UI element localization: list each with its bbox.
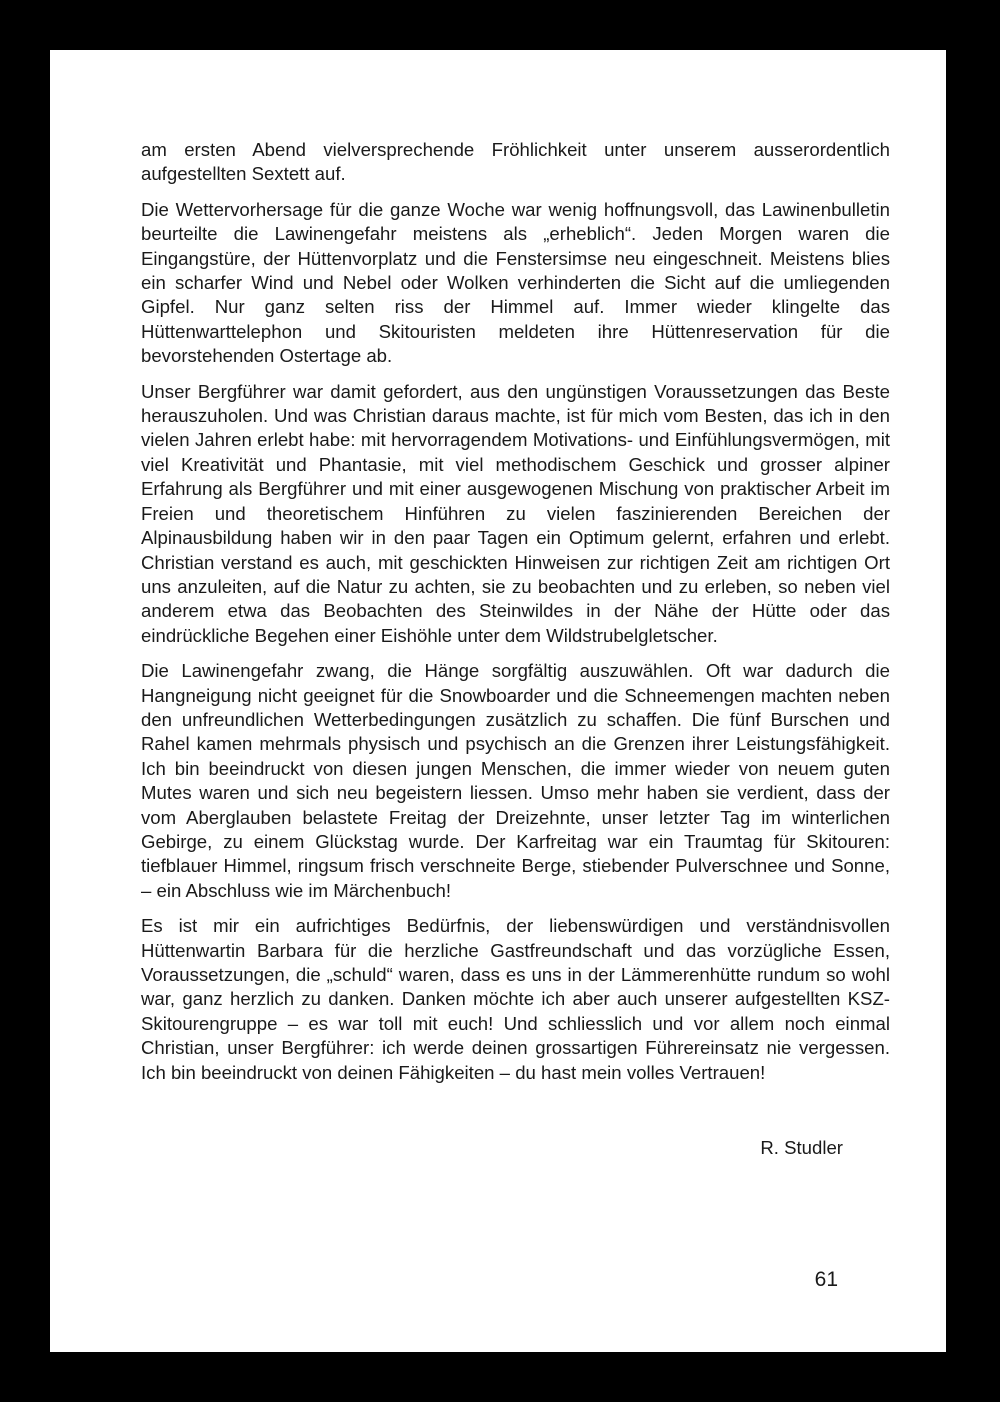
paragraph-3: Unser Bergführer war damit gefordert, aus den ungünstigen Voraussetzungen das Beste herauszuholen. Und was Christian daraus machte, ist für mich vom Besten, das ich in den vielen Jahren erlebt habe: mit hervorragendem Motivations- und Einfühlungsvermögen, mit viel Kreativität und Phantasie, mit viel methodischem Geschick und grosser alpiner Erfahrung als Bergführer und mit einer ausgewogenen Mischung von praktischer Arbeit im Freien und theoretischem Hinführen zu vielen faszinierenden Bereichen der Alpinausbildung haben wir in den paar Tagen ein Optimum gelernt, erfahren und erlebt. Christian verstand es auch, mit geschickten Hinweisen zur richtigen Zeit am richtigen Ort uns anzuleiten, auf die Natur zu achten, sie zu beobachten und zu erleben, so neben viel anderem etwa das Beobachten des Steinwildes in der Nähe der Hütte oder das eindrückliche Begehen einer Eishöhle unter dem Wildstrubelgletscher. bbox=[141, 380, 890, 646]
document-page bbox=[50, 50, 946, 1352]
paragraph-5: Es ist mir ein aufrichtiges Bedürfnis, der liebenswürdigen und verständnisvollen Hüttenwartin Barbara für die herzliche Gastfreundschaft und das vorzügliche Essen, Voraussetzungen, die „schuld“ waren, dass es uns in der Lämmerenhütte rundum so wohl war, ganz herzlich zu danken. Danken möchte ich aber auch unserer aufgestellten KSZ-Skitourengruppe – es war toll mit euch! Und schliesslich und vor allem noch einmal Christian, unser Bergführer: ich werde deinen grossartigen Führereinsatz nie vergessen. Ich bin beeindruckt von deinen Fähigkeiten – du hast mein volles Vertrauen! bbox=[141, 915, 890, 1083]
page-number: 61 bbox=[814, 1268, 838, 1291]
paragraph-1: am ersten Abend vielversprechende Fröhlichkeit unter unserem ausserordentlich aufgestellten Sextett auf. bbox=[141, 139, 890, 185]
body-text bbox=[141, 138, 890, 1096]
paragraph-4: Die Lawinengefahr zwang, die Hänge sorgfältig auszuwählen. Oft war dadurch die Hangneigung nicht geeignet für die Snowboarder und die Schneemengen machten neben den unfreundlichen Wetterbedingungen zusätzlich zu schaffen. Die fünf Burschen und Rahel kamen mehrmals physisch und psychisch an die Grenzen ihrer Leistungsfähigkeit. Ich bin beeindruckt von diesen jungen Menschen, die immer wieder von neuem guten Mutes waren und sich neu begeistern liessen. Umso mehr haben sie verdient, dass der vom Aberglauben belastete Freitag der Dreizehnte, unser letzter Tag im winterlichen Gebirge, zu einem Glückstag wurde. Der Karfreitag war ein Traumtag für Skitouren: tiefblauer Himmel, ringsum frisch verschneite Berge, stiebender Pulverschnee und Sonne, – ein Abschluss wie im Märchenbuch! bbox=[141, 660, 890, 901]
author-signature: R. Studler bbox=[760, 1137, 843, 1158]
paragraph-2: Die Wettervorhersage für die ganze Woche war wenig hoffnungsvoll, das Lawinenbulletin beurteilte die Lawinengefahr meistens als „erheblich“. Jeden Morgen waren die Eingangstüre, der Hüttenvorplatz und die Fenstersimse neu eingeschneit. Meistens blies ein scharfer Wind und Nebel oder Wolken verhinderten die Sicht auf die umliegenden Gipfel. Nur ganz selten riss der Himmel auf. Immer wieder klingelte das Hüttenwarttelephon und Skitouristen meldeten ihre Hüttenreservation für die bevorstehenden Ostertage ab. bbox=[141, 198, 890, 367]
